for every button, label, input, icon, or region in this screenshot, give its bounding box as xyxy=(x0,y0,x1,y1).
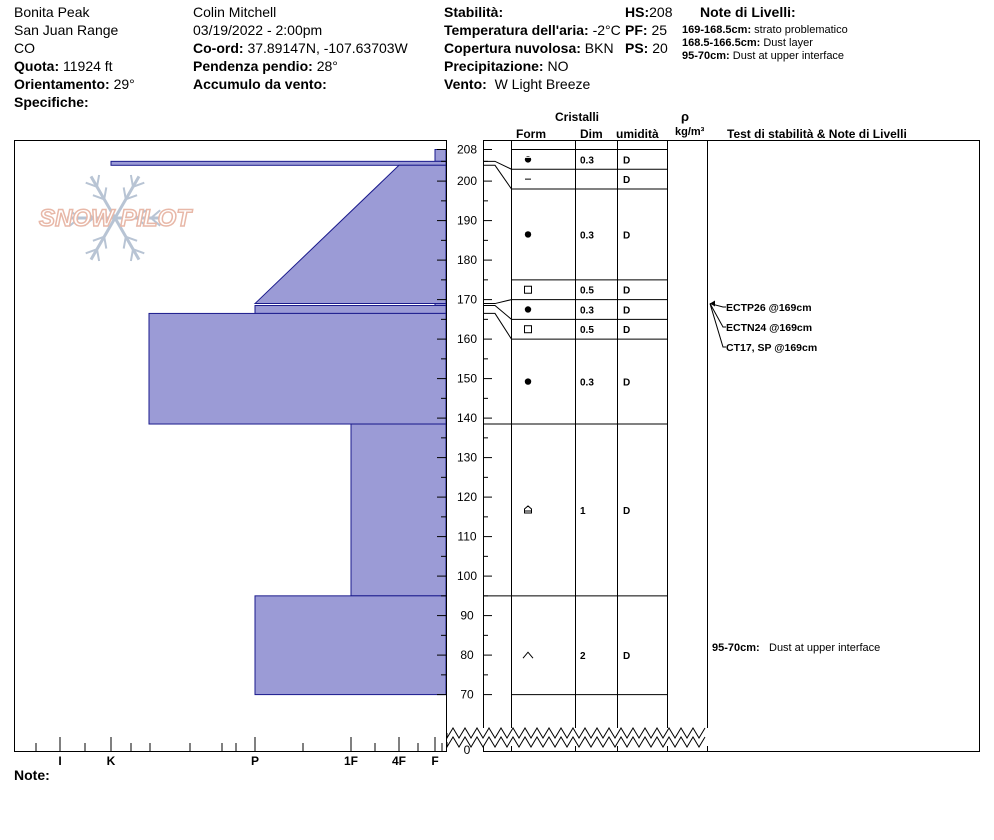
air-temp-label: Temperatura dell'aria: xyxy=(444,22,589,38)
grain-moisture: D xyxy=(623,155,631,167)
depth-tick-label: 120 xyxy=(456,490,478,505)
hardness-tick-label: I xyxy=(58,754,62,768)
boundary-connector xyxy=(484,313,512,339)
state-name: CO xyxy=(14,40,35,56)
grain-moisture: D xyxy=(623,377,631,389)
grain-row xyxy=(525,325,631,336)
stability-test-label: ECTN24 @169cm xyxy=(726,322,813,334)
datetime: 03/19/2022 - 2:00pm xyxy=(193,22,323,38)
grain-moisture: D xyxy=(623,230,631,242)
specifics-label: Specifiche: xyxy=(14,94,89,110)
hardness-layer xyxy=(435,150,446,162)
depth-tick-label: 208 xyxy=(456,142,478,157)
grain-size: 0.3 xyxy=(580,230,594,242)
precip-value: NO xyxy=(547,58,569,74)
aspect-value: 29° xyxy=(113,76,135,92)
col-header-rho: ρ xyxy=(681,109,690,124)
depth-tick-label: 190 xyxy=(456,213,478,228)
grain-row xyxy=(525,286,631,297)
depth-hoar-chevron-icon xyxy=(523,652,533,658)
grain-size: 0.3 xyxy=(580,305,594,317)
grain-moisture: D xyxy=(623,325,631,337)
stability-label: Stabilità: xyxy=(444,4,504,20)
rounded-grain-icon xyxy=(525,306,531,312)
range-name: San Juan Range xyxy=(14,22,119,38)
depth-tick-label: 90 xyxy=(460,608,474,623)
coords-label: Co-ord: xyxy=(193,40,244,56)
hardness-layer xyxy=(255,165,446,303)
depth-hoar-icon xyxy=(525,506,532,513)
hardness-tick-label: K xyxy=(106,754,116,768)
wind-loading-label: Accumulo da vento: xyxy=(193,76,327,92)
depth-tick-label: 110 xyxy=(457,529,477,544)
coords-value: 37.89147N, -107.63703W xyxy=(247,40,408,56)
grain-row xyxy=(525,175,630,186)
sky-value: BKN xyxy=(584,40,614,56)
depth-tick-label: 70 xyxy=(460,687,474,702)
hardness-layer xyxy=(255,596,446,695)
hardness-tick-label: 1F xyxy=(343,754,359,768)
pf-label: PF: xyxy=(625,22,648,38)
snowflake-branch xyxy=(124,237,126,249)
rounded-grain-icon xyxy=(525,231,531,237)
depth-tick-label: 150 xyxy=(456,371,478,386)
watermark-text: SNOW PILOT xyxy=(39,205,191,232)
grain-row xyxy=(524,155,630,166)
test-leader-line xyxy=(710,304,726,347)
grain-row xyxy=(525,378,630,389)
pf-value: 25 xyxy=(651,22,668,38)
layer-note-range: 169-168.5cm: xyxy=(682,24,752,36)
depth-tick-label: 170 xyxy=(456,292,478,307)
snowflake-branch xyxy=(131,249,133,261)
hs-label: HS: xyxy=(625,4,650,20)
col-header-crystals: Cristalli xyxy=(555,110,600,124)
grain-size: 0.5 xyxy=(580,325,594,337)
layer-note-range: 95-70cm: xyxy=(682,50,730,62)
rounded-grain-icon xyxy=(525,378,531,384)
depth-tick-label: 100 xyxy=(456,569,478,584)
grain-size: 2 xyxy=(580,651,586,663)
col-header-density: kg/m³ xyxy=(675,126,705,138)
grain-moisture: D xyxy=(623,305,631,317)
snowflake-branch xyxy=(131,175,133,187)
depth-tick-label: 160 xyxy=(456,332,478,347)
aspect-label: Orientamento: xyxy=(14,76,110,92)
col-header-form: Form xyxy=(516,127,546,141)
hardness-tick-label: F xyxy=(431,754,439,768)
grain-size: 1 xyxy=(580,505,586,517)
faceted-grain-icon xyxy=(525,286,532,293)
col-header-size: Dim xyxy=(580,127,603,141)
hardness-axis xyxy=(36,737,442,768)
col-header-tests: Test di stabilità & Note di Livelli xyxy=(727,127,907,141)
side-note-text: Dust at upper interface xyxy=(769,642,881,655)
hardness-layer xyxy=(255,306,446,314)
layer-note-text: Dust at upper interface xyxy=(732,50,845,62)
grain-moisture: D xyxy=(623,505,631,517)
hardness-layer xyxy=(351,424,446,596)
elevation-label: Quota: xyxy=(14,58,60,74)
grain-row xyxy=(523,651,630,662)
chart-frames xyxy=(15,141,980,752)
sky-label: Copertura nuvolosa: xyxy=(444,40,581,56)
depth-tick-label: 180 xyxy=(456,253,478,268)
grain-row xyxy=(525,230,630,241)
snowflake-branch xyxy=(97,249,99,261)
observer: Colin Mitchell xyxy=(193,4,277,20)
snowflake-branch xyxy=(104,237,106,249)
notes-label: Note: xyxy=(14,767,50,783)
snowflake-branch xyxy=(97,175,99,187)
grain-moisture: D xyxy=(623,285,631,297)
slope-label: Pendenza pendio: xyxy=(193,58,313,74)
slope-value: 28° xyxy=(316,58,338,74)
wind-label: Vento: xyxy=(444,76,487,92)
stability-test-label: CT17, SP @169cm xyxy=(726,342,818,354)
layer-note-text: strato problematico xyxy=(754,24,848,36)
ps-value: 20 xyxy=(652,40,668,56)
boundary-connector xyxy=(484,300,512,304)
boundary-connector xyxy=(484,165,512,189)
depth-tick-label: 130 xyxy=(456,450,478,465)
grain-moisture: D xyxy=(623,175,631,187)
grain-row xyxy=(525,305,630,316)
snowflake-branch xyxy=(104,187,106,199)
grain-size: 0.3 xyxy=(580,377,594,389)
snowflake-branch xyxy=(124,187,126,199)
grain-row xyxy=(525,506,631,517)
snowpilot-watermark xyxy=(39,175,193,261)
depth-tick-label: 140 xyxy=(456,411,478,426)
hardness-tick-label: P xyxy=(250,754,260,768)
wind-value: W Light Breeze xyxy=(494,76,591,92)
hardness-layer xyxy=(111,161,446,165)
elevation-value: 11924 ft xyxy=(63,58,113,74)
stability-test-label: ECTP26 @169cm xyxy=(726,302,812,314)
ps-label: PS: xyxy=(625,40,649,56)
layer-note-text: Dust layer xyxy=(763,37,813,49)
hardness-layer xyxy=(149,313,446,424)
precip-label: Precipitazione: xyxy=(444,58,544,74)
layer-notes-title: Note di Livelli: xyxy=(700,4,796,20)
grain-moisture: D xyxy=(623,651,631,663)
depth-tick-label: 0 xyxy=(463,743,471,757)
hs-value: 208 xyxy=(649,4,673,20)
grain-size: 0.5 xyxy=(580,285,594,297)
depth-tick-label: 200 xyxy=(456,174,478,189)
grain-frame xyxy=(484,141,980,752)
side-note-range: 95-70cm: xyxy=(712,642,760,655)
location-name: Bonita Peak xyxy=(14,4,90,20)
depth-tick-label: 80 xyxy=(460,648,474,663)
air-temp-value: -2°C xyxy=(592,22,621,38)
faceted-grain-icon xyxy=(525,326,532,333)
col-header-moisture: umidità xyxy=(616,127,659,141)
layer-note-range: 168.5-166.5cm: xyxy=(682,37,761,49)
hardness-tick-label: 4F xyxy=(391,754,407,768)
grain-size: 0.3 xyxy=(580,155,594,167)
stability-tests xyxy=(710,301,880,655)
